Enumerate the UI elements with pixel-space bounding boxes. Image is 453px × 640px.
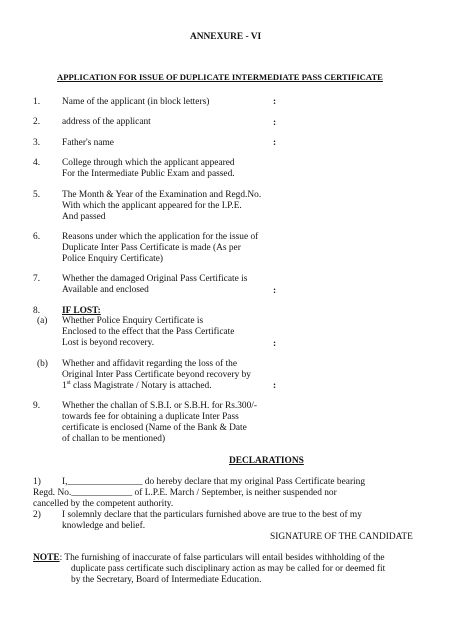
annexure-label: ANNEXURE - VI (190, 32, 262, 42)
item-label-line-3: And passed (62, 212, 106, 222)
signature-label: SIGNATURE OF THE CANDIDATE (270, 532, 413, 542)
colon-field-marker: : (273, 118, 277, 128)
item-number: 1. (33, 97, 41, 107)
item-label-line-3: 1st class Magistrate / Notary is attached. (62, 379, 212, 391)
if-lost-heading: IF LOST: (62, 306, 101, 316)
note-line-1: NOTE: The furnishing of inaccurate of false particulars will entail besides withholding of the (33, 553, 385, 563)
item-label: Name of the applicant (in block letters) (62, 97, 210, 107)
declaration-line-3: cancelled by the competent authority. (33, 499, 174, 509)
item-label-line-3: Lost is beyond recovery. (62, 338, 155, 348)
item-number: (b) (37, 359, 48, 369)
declaration-number: 2) (33, 510, 41, 520)
item-label-line-1: Reasons under which the application for the issue of (62, 232, 259, 242)
item-label-line-1: The Month & Year of the Examination and Regd.No. (62, 190, 262, 200)
item-label-line-2: towards fee for obtaining a duplicate Inter Pass (62, 412, 239, 422)
item-label-line-1: College through which the applicant appeared (62, 158, 235, 168)
item-label-line-1: Whether and affidavit regarding the loss of the (62, 359, 238, 369)
item-label: Father's name (62, 138, 114, 148)
declarations-heading: DECLARATIONS (229, 456, 304, 466)
item-label-line-1: Whether Police Enquiry Certificate is (62, 316, 204, 326)
colon-field-marker: : (273, 381, 277, 391)
item-label-line-2: With which the applicant appeared for the I.P.E. (62, 201, 242, 211)
item-number: 9. (33, 401, 41, 411)
form-title: APPLICATION FOR ISSUE OF DUPLICATE INTERMEDIATE PASS CERTIFICATE (57, 72, 383, 82)
note-line-2: duplicate pass certificate such disciplinary action as may be called for or deemed fit (71, 564, 386, 574)
colon-field-marker: : (273, 339, 277, 349)
item-number: 4. (33, 158, 41, 168)
item-number: 6. (33, 232, 41, 242)
colon-field-marker: : (273, 286, 277, 296)
declaration-line-1: I,________________ do hereby declare that my original Pass Certificate bearing (62, 477, 366, 487)
item-label-line-2: Enclosed to the effect that the Pass Certificate (62, 327, 235, 337)
declaration-number: 1) (33, 477, 41, 487)
item-label-line-2: Original Inter Pass Certificate beyond recovery by (62, 370, 251, 380)
item-label-line-1: Whether the challan of S.B.I. or S.B.H. for Rs.300/- (62, 401, 258, 411)
item-number: 7. (33, 274, 41, 284)
item-number: (a) (37, 316, 48, 326)
note-line-3: by the Secretary, Board of Intermediate Education. (71, 575, 262, 585)
item-number: 2. (33, 117, 41, 127)
item-number: 5. (33, 190, 41, 200)
item-label-line-1: Whether the damaged Original Pass Certificate is (62, 274, 248, 284)
item-label-line-2: For the Intermediate Public Exam and passed. (62, 169, 235, 179)
declaration-line-1: I solemnly declare that the particulars furnished above are true to the best of my (62, 510, 362, 520)
colon-field-marker: : (273, 138, 277, 148)
item-label-line-3: certificate is enclosed (Name of the Bank & Date (62, 423, 247, 433)
item-number: 3. (33, 138, 41, 148)
item-label-line-2: Duplicate Inter Pass Certificate is made (As per (62, 243, 241, 253)
item-label: address of the applicant (62, 117, 151, 127)
note-label: NOTE (33, 553, 60, 563)
item-label-line-2: Available and enclosed (62, 285, 149, 295)
item-number: 8. (33, 306, 41, 316)
declaration-line-2: Regd. No._____________ of L.P.E. March / September, is neither suspended nor (33, 488, 337, 498)
colon-field-marker: : (273, 97, 277, 107)
item-label-line-4: of challan to be mentioned) (62, 434, 166, 444)
item-label-line-3: Police Enquiry Certificate) (62, 254, 164, 264)
declaration-line-2: knowledge and belief. (62, 521, 146, 531)
